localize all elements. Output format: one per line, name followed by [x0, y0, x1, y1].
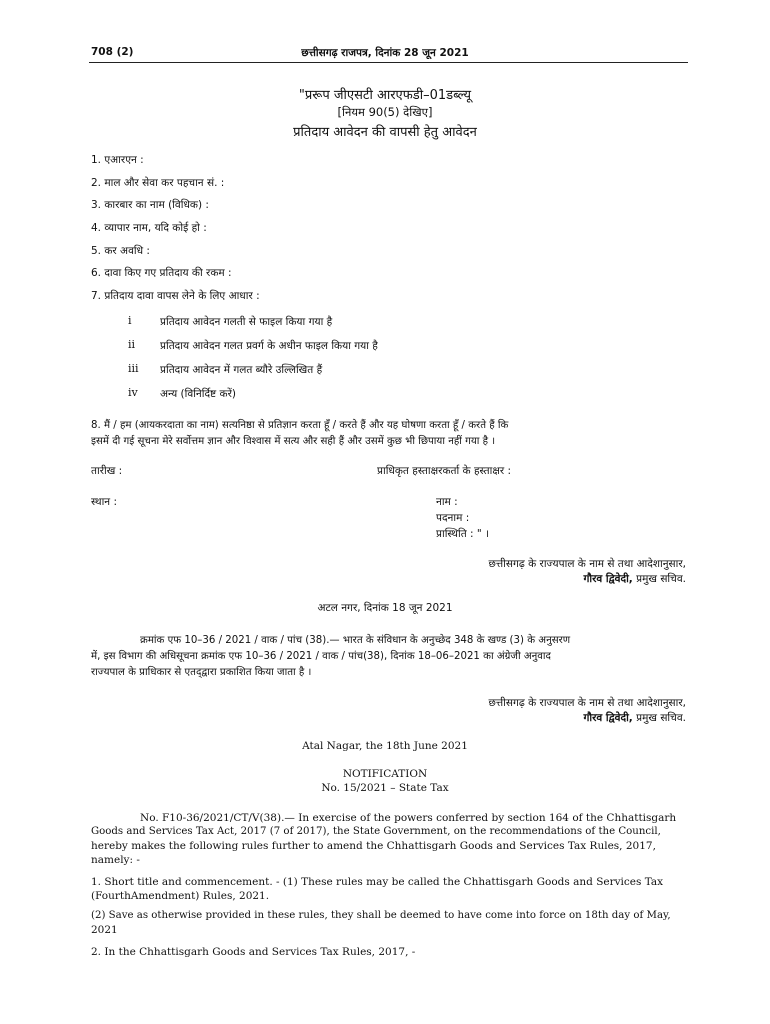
order-line: छत्तीसगढ़ के राज्यपाल के नाम से तथा आदेशानुसार, [488, 558, 686, 570]
rule-reference: [नियम 90(5) देखिए] [337, 105, 433, 119]
notification-heading: NOTIFICATION [342, 768, 428, 780]
declaration-line: 8. मैं / हम (आयकरदाता का नाम) सत्यनिष्ठा से प्रतिज्ञान करता हूँ / करते हैं और यह घोषणा करता हूँ / करते हैं कि [91, 420, 509, 431]
reason-text: प्रतिदाय आवेदन गलती से फाइल किया गया है [160, 316, 333, 328]
signatory-title: प्रमुख सचिव. [632, 573, 686, 585]
reason-number: i [128, 314, 132, 327]
reason-number: iii [128, 362, 139, 375]
field-trade-name: 4. व्यापार नाम, यदि कोई हो : [91, 222, 207, 234]
header-divider [89, 62, 688, 63]
form-title: "प्ररूप जीएसटी आरएफडी–01डब्ल्यू [298, 88, 472, 103]
rule-item-2: (2) Save as otherwise provided in these rules, they shall be deemed to have come into force on 18th day of May, [91, 910, 671, 921]
signatory-title: प्रमुख सचिव. [632, 712, 686, 724]
gazette-header: छत्तीसगढ़ राजपत्र, दिनांक 28 जून 2021 [301, 47, 469, 59]
signature-label: प्राधिकृत हस्ताक्षरकर्ता के हस्ताक्षर : [377, 465, 512, 477]
rule-item-1: 1. Short title and commencement. - (1) These rules may be called the Chhattisgarh Goods and Services Tax [91, 876, 664, 888]
field-gstin: 2. माल और सेवा कर पहचान सं. : [91, 177, 225, 189]
hindi-notice-line: क्रमांक एफ 10–36 / 2021 / वाक / पांच (38).— भारत के संविधान के अनुच्छेद 348 के खण्ड (3) के अनुसरण [140, 635, 571, 646]
rule-item-3: 2. In the Chhattisgarh Goods and Services Tax Rules, 2017, - [91, 946, 416, 958]
english-place-date: Atal Nagar, the 18th June 2021 [302, 740, 468, 752]
designation-label: पदनाम : [436, 512, 470, 524]
hindi-notice-line: राज्यपाल के प्राधिकार से एतद्‌द्वारा प्रकाशित किया जाता है । [91, 667, 312, 678]
field-arn: 1. एआरएन : [91, 154, 144, 166]
page-number: 708 (2) [91, 46, 134, 58]
date-label: तारीख : [91, 465, 123, 477]
hindi-place-date: अटल नगर, दिनांक 18 जून 2021 [317, 602, 453, 614]
field-refund-amount: 6. दावा किए गए प्रतिदाय की रकम : [91, 267, 232, 279]
english-para-line: Goods and Services Tax Act, 2017 (7 of 2017), the State Government, on the recommendations of the Council, [91, 826, 661, 837]
signatory-name: गौरव द्विवेदी, [583, 573, 633, 585]
reason-number: ii [128, 338, 136, 351]
notification-number: No. 15/2021 – State Tax [321, 782, 449, 794]
reason-text: अन्य (विनिर्दिष्ट करें) [160, 388, 236, 400]
place-label: स्थान : [91, 496, 118, 508]
name-label: नाम : [436, 496, 458, 508]
signatory [584, 572, 687, 586]
field-withdrawal-ground: 7. प्रतिदाय दावा वापस लेने के लिए आधार : [91, 290, 260, 302]
signatory-name: गौरव द्विवेदी, [583, 712, 633, 724]
reason-text: प्रतिदाय आवेदन में गलत ब्यौरे उल्लिखित हैं [160, 364, 323, 376]
declaration-line: इसमें दी गई सूचना मेरे सर्वोत्तम ज्ञान और विश्वास में सत्य और सही हैं और उसमें कुछ भी छिपाया नहीं गया है । [91, 436, 496, 447]
rule-item-2-cont: 2021 [91, 924, 118, 936]
signatory [584, 711, 687, 725]
form-subtitle: प्रतिदाय आवेदन की वापसी हेतु आवेदन [293, 125, 477, 140]
status-label: प्रास्थिति : " । [436, 528, 490, 540]
field-tax-period: 5. कर अवधि : [91, 245, 150, 257]
english-para-line: namely: - [91, 854, 140, 866]
reason-text: प्रतिदाय आवेदन गलत प्रवर्ग के अधीन फाइल किया गया है [160, 340, 378, 352]
reason-number: iv [128, 386, 138, 399]
rule-item-1-cont: (FourthAmendment) Rules, 2021. [91, 890, 270, 902]
english-para-line: No. F10-36/2021/CT/V(38).— In exercise of the powers conferred by section 164 of the Chhattisgarh [140, 812, 677, 824]
english-para-line: hereby makes the following rules further to amend the Chhattisgarh Goods and Services Tax Rules, 2017, [91, 840, 656, 852]
hindi-notice-line: में, इस विभाग की अधिसूचना क्रमांक एफ 10–36 / 2021 / वाक / पांच(38), दिनांक 18–06–2021 का अंग्रेजी अनुवाद [91, 651, 551, 662]
field-legal-name: 3. कारबार का नाम (विधिक) : [91, 199, 209, 211]
order-line: छत्तीसगढ़ के राज्यपाल के नाम से तथा आदेशानुसार, [488, 697, 686, 709]
